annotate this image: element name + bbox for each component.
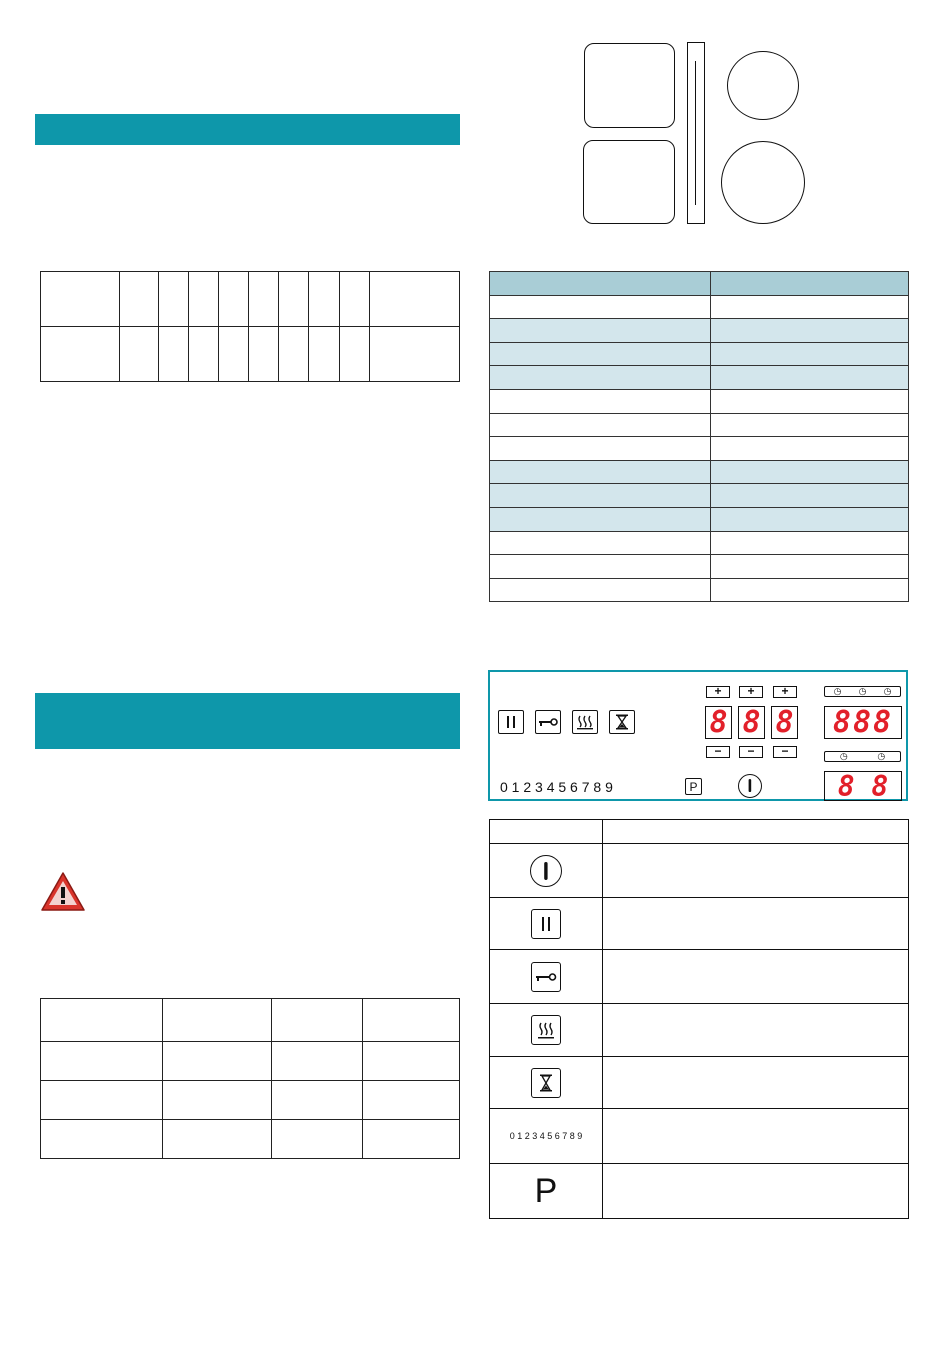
timer-hourglass-icon bbox=[615, 714, 629, 730]
timer-display: 888 bbox=[824, 706, 902, 739]
section-header-bar-1 bbox=[35, 114, 460, 145]
lower-display: 8 8 bbox=[824, 771, 902, 801]
keep-warm-button[interactable] bbox=[572, 710, 598, 734]
section-header-bar-2 bbox=[35, 693, 460, 749]
on-off-icon bbox=[739, 775, 761, 797]
table-row bbox=[490, 578, 909, 602]
control-strip bbox=[687, 42, 705, 224]
table-row bbox=[490, 950, 909, 1004]
timer-adjust-strip[interactable] bbox=[824, 751, 901, 762]
pause-icon bbox=[504, 715, 518, 729]
warning-triangle-icon bbox=[39, 870, 87, 914]
zone-2-display: 8 bbox=[738, 706, 765, 739]
clock-icon: ◷ bbox=[883, 686, 892, 696]
table-row bbox=[490, 898, 909, 950]
clock-icon: ◷ bbox=[877, 751, 886, 761]
power-level-table bbox=[40, 271, 460, 382]
table-row bbox=[490, 460, 909, 484]
table-row bbox=[490, 413, 909, 437]
table-row bbox=[490, 555, 909, 579]
table-row bbox=[490, 437, 909, 461]
program-key-label: P bbox=[689, 779, 698, 794]
clock-icon: ◷ bbox=[839, 751, 848, 761]
table-row bbox=[490, 366, 909, 390]
table-row bbox=[41, 1120, 460, 1159]
table-row bbox=[490, 389, 909, 413]
table-row bbox=[490, 1164, 909, 1219]
table-row bbox=[490, 295, 909, 319]
on-off-button[interactable] bbox=[738, 774, 762, 798]
timer-select-strip[interactable] bbox=[824, 686, 901, 697]
key-lock-button[interactable] bbox=[535, 710, 561, 734]
pause-icon bbox=[531, 909, 561, 939]
timer-hourglass-icon bbox=[531, 1068, 561, 1098]
table-row bbox=[41, 272, 460, 327]
cooking-zone-rear-left bbox=[584, 43, 675, 128]
key-lock-icon bbox=[538, 716, 558, 728]
pause-button[interactable] bbox=[498, 710, 524, 734]
table-row bbox=[41, 999, 460, 1042]
clock-icon: ◷ bbox=[858, 686, 867, 696]
zone-3-display: 8 bbox=[771, 706, 798, 739]
table-row bbox=[41, 1042, 460, 1081]
table-row bbox=[41, 327, 460, 382]
key-lock-icon bbox=[531, 962, 561, 992]
table-row bbox=[41, 1081, 460, 1120]
cooking-zone-front-left bbox=[583, 140, 675, 224]
power-scale[interactable]: 0 1 2 3 4 5 6 7 8 9 bbox=[500, 779, 613, 795]
table-row bbox=[490, 484, 909, 508]
on-off-icon bbox=[530, 855, 562, 887]
safety-table bbox=[40, 998, 460, 1159]
power-scale-symbol: 0 1 2 3 4 5 6 7 8 9 bbox=[509, 1131, 583, 1141]
zone-1-plus-button[interactable]: + bbox=[706, 686, 730, 698]
keep-warm-icon bbox=[576, 714, 594, 730]
table-row bbox=[490, 531, 909, 555]
table-row bbox=[490, 1057, 909, 1109]
zone-3-plus-button[interactable]: + bbox=[773, 686, 797, 698]
timer-button[interactable] bbox=[609, 710, 635, 734]
zone-2-minus-button[interactable]: − bbox=[739, 746, 763, 758]
specification-table bbox=[489, 271, 909, 602]
table-row bbox=[490, 342, 909, 366]
table-row bbox=[490, 507, 909, 531]
keep-warm-icon bbox=[531, 1015, 561, 1045]
cooking-zone-front-right bbox=[721, 141, 805, 224]
zone-2-plus-button[interactable]: + bbox=[739, 686, 763, 698]
table-row bbox=[490, 272, 909, 296]
table-row bbox=[490, 820, 909, 844]
table-row bbox=[490, 1004, 909, 1057]
cooking-zone-rear-right bbox=[727, 51, 799, 120]
symbol-legend-table bbox=[489, 819, 909, 1219]
program-symbol: P bbox=[534, 1171, 558, 1210]
control-panel bbox=[488, 670, 908, 801]
table-row bbox=[490, 1109, 909, 1164]
zone-3-minus-button[interactable]: − bbox=[773, 746, 797, 758]
table-row bbox=[490, 844, 909, 898]
table-row bbox=[490, 319, 909, 343]
program-button[interactable] bbox=[685, 778, 702, 795]
zone-1-minus-button[interactable]: − bbox=[706, 746, 730, 758]
clock-icon: ◷ bbox=[833, 686, 842, 696]
hob-diagram bbox=[580, 40, 810, 228]
zone-1-display: 8 bbox=[705, 706, 732, 739]
